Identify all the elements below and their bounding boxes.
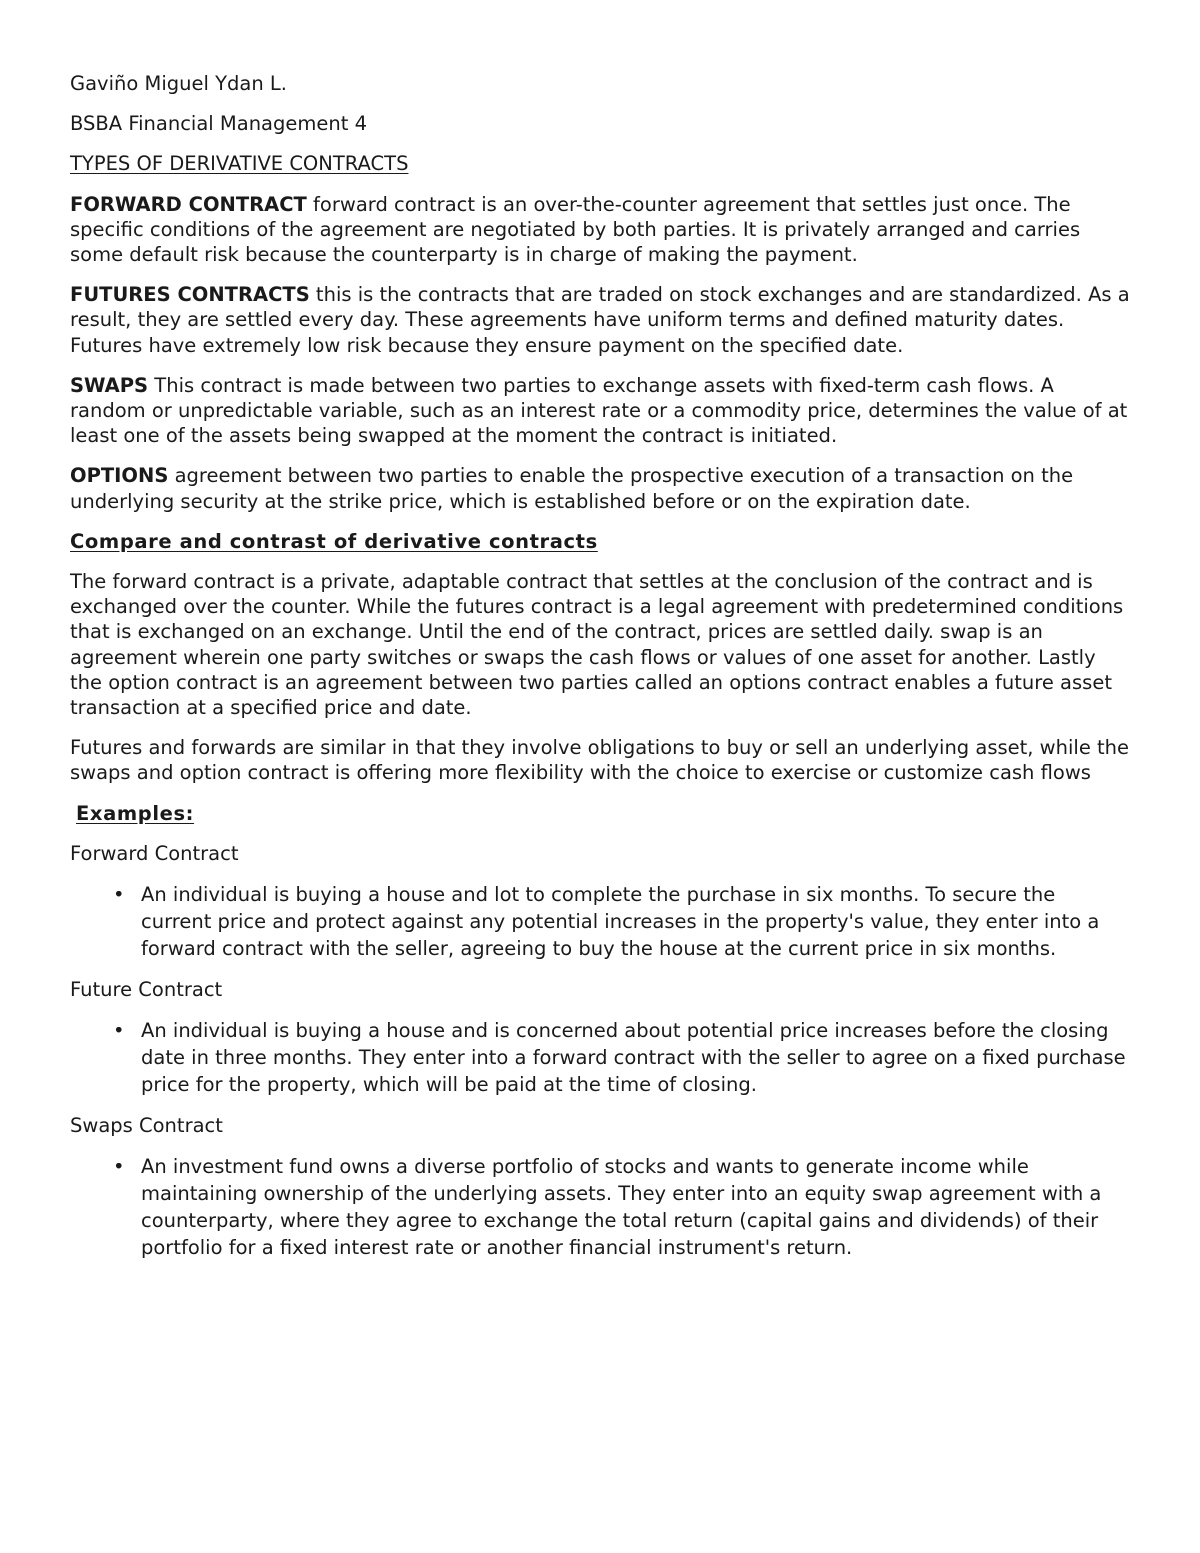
definition-term: FORWARD CONTRACT <box>70 192 307 216</box>
list-item <box>70 1153 1130 1261</box>
example-label-future: Future Contract <box>70 978 223 1002</box>
example-list-future <box>70 1017 1130 1098</box>
definition-text: This contract is made between two parties to exchange assets with fixed-term cash flows. A random or unpredictable variable, such as an interest rate or a commodity price, determines the value of at least one of the assets being swapped at the moment the contract is initiated. <box>70 373 1128 448</box>
examples-heading: Examples: <box>76 801 195 825</box>
list-item-text: An individual is buying a house and is concerned about potential price increases before the closing date in three months. They enter into a forward contract with the seller to agree on a fixed purchase price for the property, which will be paid at the time of closing. <box>141 1019 1126 1097</box>
definition-term: SWAPS <box>70 373 149 397</box>
page-title: TYPES OF DERIVATIVE CONTRACTS <box>70 152 409 176</box>
example-label-swaps: Swaps Contract <box>70 1114 223 1138</box>
example-list-forward <box>70 881 1130 962</box>
list-item-text: An individual is buying a house and lot to complete the purchase in six months. To secure the current price and protect against any potential increases in the property's value, they enter into a forward contract with the seller, agreeing to buy the house at the current price in six months. <box>141 883 1100 961</box>
document-page <box>70 71 1130 1276</box>
definition-text: forward contract is an over-the-counter agreement that settles just once. The specific conditions of the agreement are negotiated by both parties. It is privately arranged and carries some default risk because the counterparty is in charge of making the payment. <box>70 192 1081 267</box>
bullet-icon: • <box>113 883 125 907</box>
definition-forward <box>70 192 1130 268</box>
bullet-icon: • <box>113 1155 125 1179</box>
example-list-swaps <box>70 1153 1130 1261</box>
bullet-icon: • <box>113 1019 125 1043</box>
definition-text: this is the contracts that are traded on stock exchanges and are standardized. As a result, they are settled every day. These agreements have uniform terms and defined maturity dates. Futures have extremely low risk because they ensure payment on the specified date. <box>70 283 1130 357</box>
author-name: Gaviño Miguel Ydan L. <box>70 72 287 95</box>
definition-text: agreement between two parties to enable the prospective execution of a transaction on the underlying security at the strike price, which is established before or on the expiration date. <box>70 464 1074 513</box>
list-item <box>70 881 1130 962</box>
definition-term: OPTIONS <box>70 464 169 488</box>
example-label-forward: Forward Contract <box>70 841 239 865</box>
definition-term: FUTURES CONTRACTS <box>70 283 310 307</box>
list-item-text: An investment fund owns a diverse portfolio of stocks and wants to generate income while maintaining ownership of the underlying assets. They enter into an equity swap agreement with a counterparty, where they agree to exchange the total return (capital gains and dividends) of their portfolio for a fixed interest rate or another financial instrument's return. <box>141 1155 1102 1260</box>
list-item <box>70 1017 1130 1098</box>
compare-paragraph: Futures and forwards are similar in that they involve obligations to buy or sell an underlying asset, while the swaps and option contract is offering more flexibility with the choice to exercise or customize cash flows <box>70 736 1130 785</box>
compare-paragraph: The forward contract is a private, adaptable contract that settles at the conclusion of the contract and is exchanged over the counter. While the futures contract is a legal agreement with predetermined conditions that is exchanged on an exchange. Until the end of the contract, prices are settled daily. swap is an agreement wherein one party switches or swaps the cash flows or values of one asset for another. Lastly the option contract is an agreement between two parties called an options contract enables a future asset transaction at a specified price and date. <box>70 570 1124 720</box>
definition-futures <box>70 282 1130 358</box>
definition-options <box>70 463 1130 513</box>
compare-heading: Compare and contrast of derivative contracts <box>70 529 598 553</box>
definition-swaps <box>70 373 1130 449</box>
course-name: BSBA Financial Management 4 <box>70 112 367 136</box>
